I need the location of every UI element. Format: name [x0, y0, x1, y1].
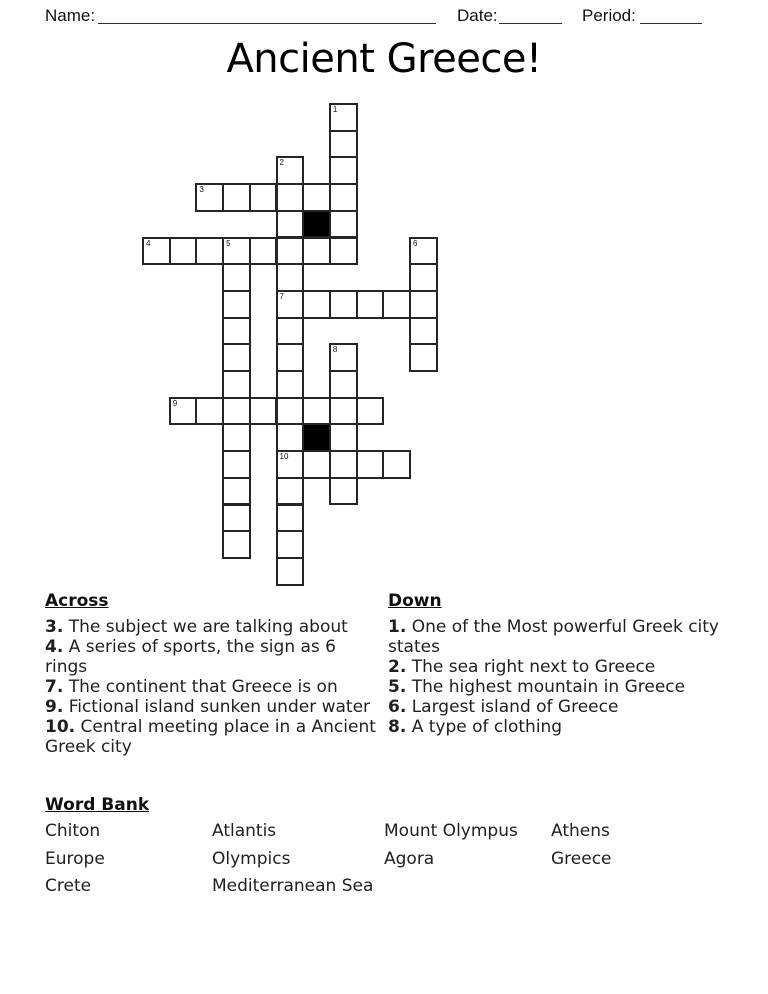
clue-across-10: 10. Central meeting place in a Ancient Greek city	[45, 717, 376, 757]
cell-number: 1	[332, 105, 338, 114]
grid-cell[interactable]	[195, 183, 224, 212]
grid-cell[interactable]	[276, 397, 305, 426]
clue-down-2: 2. The sea right next to Greece	[388, 657, 656, 677]
word-bank-word: Europe	[45, 848, 105, 869]
word-bank-word: Olympics	[212, 848, 291, 869]
grid-cell[interactable]	[409, 343, 438, 372]
word-bank-column	[45, 818, 212, 901]
grid-cell[interactable]	[382, 290, 411, 319]
across-section	[45, 591, 377, 757]
word-bank-word: Athens	[551, 821, 610, 841]
grid-cell[interactable]	[222, 370, 251, 399]
page-title: Ancient Greece!	[226, 36, 542, 82]
grid-cell[interactable]	[356, 290, 385, 319]
grid-cell[interactable]	[222, 263, 251, 292]
grid-cell[interactable]	[276, 210, 305, 239]
grid-cell[interactable]	[302, 450, 331, 479]
name-label: Name:	[45, 6, 96, 25]
word-bank-columns	[45, 818, 718, 901]
clue-across-7: 7. The continent that Greece is on	[45, 677, 338, 697]
grid-cell[interactable]	[195, 237, 224, 266]
grid-cell[interactable]	[329, 343, 358, 372]
grid-cell[interactable]	[195, 397, 224, 426]
down-section	[388, 591, 720, 737]
period-blank[interactable]	[640, 6, 702, 24]
down-clue-list	[388, 617, 720, 737]
grid-cell[interactable]	[222, 477, 251, 506]
grid-cell[interactable]	[329, 130, 358, 159]
clue-down-5: 5. The highest mountain in Greece	[388, 677, 686, 697]
grid-cell[interactable]	[382, 450, 411, 479]
cell-number: 2	[279, 158, 284, 168]
clue-number: 9.	[45, 697, 64, 717]
clue-number: 10.	[45, 717, 76, 737]
grid-cell[interactable]	[276, 477, 305, 506]
grid-cell[interactable]	[302, 237, 331, 266]
grid-cell[interactable]	[356, 397, 385, 426]
grid-cell[interactable]	[169, 237, 198, 266]
word-bank-word: Crete	[45, 876, 92, 896]
word-bank-word: Atlantis	[212, 821, 277, 841]
clue-across-9: 9. Fictional island sunken under water	[45, 697, 371, 717]
grid-cell[interactable]	[276, 290, 305, 319]
grid-cell[interactable]	[409, 237, 438, 266]
clue-across-4: 4. A series of sports, the sign as 6 rings	[45, 637, 336, 677]
date-label: Date:	[457, 6, 498, 25]
grid-cell[interactable]	[249, 183, 278, 212]
word-bank-word: Chiton	[45, 821, 101, 841]
grid-cell[interactable]	[222, 183, 251, 212]
grid-cell[interactable]	[142, 237, 171, 266]
across-heading: Across	[45, 591, 109, 611]
clue-number: 6.	[388, 697, 407, 717]
word-bank-column	[551, 818, 718, 901]
grid-cell[interactable]	[222, 317, 251, 346]
grid-cell[interactable]	[356, 450, 385, 479]
grid-cell[interactable]	[276, 183, 305, 212]
clue-across-3: 3. The subject we are talking about	[45, 617, 348, 637]
word-bank-column	[212, 818, 384, 901]
grid-black-cell	[302, 423, 331, 452]
grid-cell[interactable]	[222, 237, 251, 266]
grid-cell[interactable]	[329, 477, 358, 506]
grid-cell[interactable]	[329, 183, 358, 212]
grid-cell[interactable]	[302, 183, 331, 212]
word-bank-heading: Word Bank	[45, 795, 150, 815]
cell-number: 3	[199, 185, 204, 195]
grid-cell[interactable]	[222, 397, 251, 426]
cell-number: 5	[226, 238, 231, 248]
grid-cell[interactable]	[222, 343, 251, 372]
grid-cell[interactable]	[329, 397, 358, 426]
grid-cell[interactable]	[249, 237, 278, 266]
grid-cell[interactable]	[409, 317, 438, 346]
grid-cell[interactable]	[222, 423, 251, 452]
grid-cell[interactable]	[329, 237, 358, 266]
grid-cell[interactable]	[169, 397, 198, 426]
grid-cell[interactable]	[276, 557, 305, 586]
cell-number: 10	[279, 452, 289, 462]
crossword-grid	[142, 103, 439, 586]
word-bank-word: Greece	[551, 848, 612, 869]
grid-cell[interactable]	[276, 263, 305, 292]
across-clue-list	[45, 617, 377, 757]
grid-cell[interactable]	[302, 397, 331, 426]
clue-number: 4.	[45, 637, 64, 657]
date-blank[interactable]	[499, 6, 562, 24]
down-heading: Down	[388, 591, 442, 611]
grid-cell[interactable]	[329, 370, 358, 399]
name-blank[interactable]	[98, 6, 436, 24]
grid-cell[interactable]	[276, 450, 305, 479]
grid-cell[interactable]	[329, 450, 358, 479]
grid-cell[interactable]	[302, 290, 331, 319]
clue-number: 5.	[388, 677, 407, 697]
grid-cell[interactable]	[276, 317, 305, 346]
grid-cell[interactable]	[276, 370, 305, 399]
clue-down-1: 1. One of the Most powerful Greek city states	[388, 617, 719, 657]
grid-cell[interactable]	[276, 237, 305, 266]
clue-number: 7.	[45, 677, 64, 697]
clue-number: 3.	[45, 617, 64, 637]
grid-black-cell	[302, 210, 331, 239]
grid-cell[interactable]	[222, 290, 251, 319]
grid-cell[interactable]	[276, 423, 305, 452]
grid-cell[interactable]	[409, 290, 438, 319]
cell-number: 4	[146, 238, 151, 248]
grid-cell[interactable]	[276, 504, 305, 533]
grid-cell[interactable]	[329, 210, 358, 239]
word-bank-word: Agora	[384, 848, 435, 869]
period-label: Period:	[582, 6, 636, 25]
clue-number: 1.	[388, 617, 407, 637]
grid-cell[interactable]	[249, 397, 278, 426]
grid-cell[interactable]	[329, 156, 358, 185]
cell-number: 9	[172, 398, 178, 408]
grid-cell[interactable]	[329, 103, 358, 132]
grid-cell[interactable]	[409, 263, 438, 292]
word-bank-word: Mediterranean Sea	[212, 876, 374, 896]
cell-number: 6	[413, 238, 418, 248]
grid-cell[interactable]	[222, 450, 251, 479]
grid-cell[interactable]	[329, 423, 358, 452]
clue-down-6: 6. Largest island of Greece	[388, 697, 619, 717]
grid-cell[interactable]	[276, 343, 305, 372]
grid-cell[interactable]	[276, 530, 305, 559]
cell-number: 7	[279, 291, 284, 301]
word-bank-word: Mount Olympus	[384, 821, 518, 841]
grid-cell[interactable]	[329, 290, 358, 319]
grid-cell[interactable]	[276, 156, 305, 185]
clue-number: 2.	[388, 657, 407, 677]
word-bank-column	[384, 818, 551, 901]
clue-number: 8.	[388, 717, 407, 737]
cell-number: 8	[332, 345, 338, 355]
grid-cell[interactable]	[222, 530, 251, 559]
clue-down-8: 8. A type of clothing	[388, 717, 563, 737]
grid-cell[interactable]	[222, 504, 251, 533]
